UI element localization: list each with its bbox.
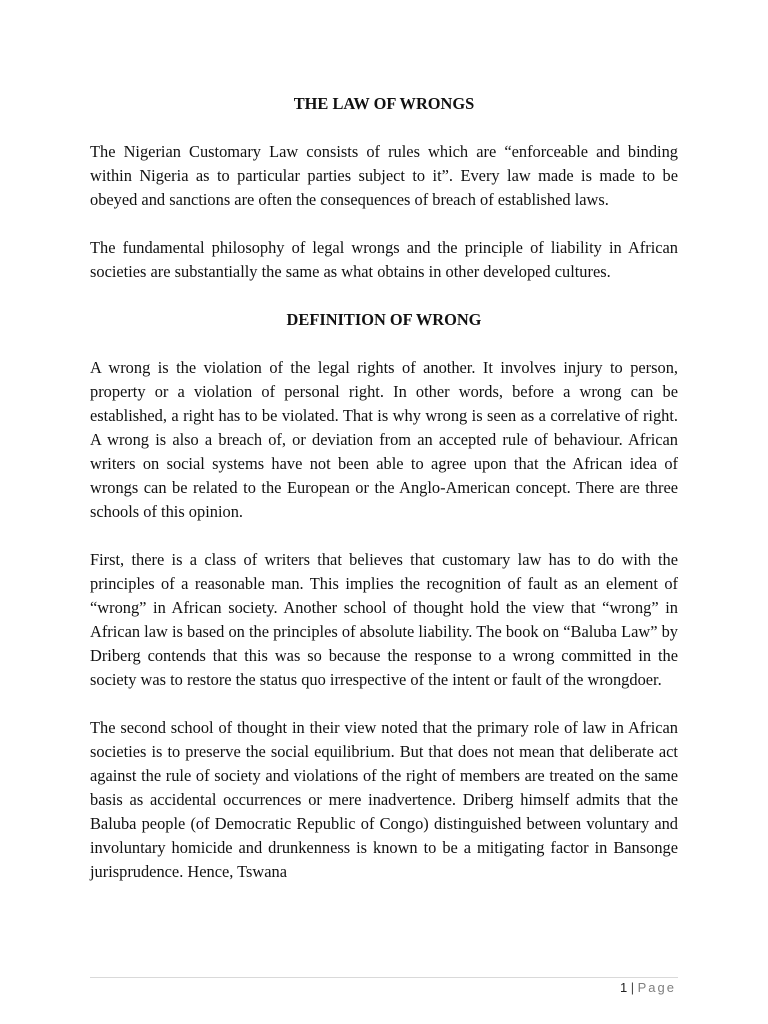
page-footer	[620, 980, 676, 995]
section-heading: DEFINITION OF WRONG	[286, 310, 482, 329]
section-paragraph-3: The second school of thought in their view noted that the primary role of law in African societies is to preserve the social equilibrium. But that does not mean that deliberate act against the rule of society and violations of the right of members are treated on the same basis as accidental occurrences or mere inadvertence. Driberg himself admits that the Baluba people (of Democratic Republic of Congo) distinguished between voluntary and involuntary homicide and drunkenness is known to be a mitigating factor in Bansonge jurisprudence. Hence, Tswana	[90, 718, 678, 881]
page-number: 1	[620, 980, 628, 995]
document-title: THE LAW OF WRONGS	[293, 94, 475, 113]
footer-separator: |	[630, 980, 635, 995]
section-paragraph-1: A wrong is the violation of the legal rights of another. It involves injury to person, property or a violation of personal right. In other words, before a wrong can be established, a right has to be violated. That is why wrong is seen as a correlative of right. A wrong is also a breach of, or deviation from an accepted rule of behaviour. African writers on social systems have not been able to agree upon that the African idea of wrongs can be related to the European or the Anglo-American concept. There are three schools of this opinion.	[90, 358, 678, 521]
page-label: Page	[637, 980, 676, 995]
footer-divider	[90, 977, 678, 978]
intro-paragraph-1: The Nigerian Customary Law consists of rules which are “enforceable and binding within Nigeria as to particular parties subject to it”. Every law made is made to be obeyed and sanctions are often the consequences of breach of established laws.	[90, 142, 678, 209]
intro-paragraph-2: The fundamental philosophy of legal wrongs and the principle of liability in African societies are substantially the same as what obtains in other developed cultures.	[90, 238, 678, 281]
section-paragraph-2: First, there is a class of writers that believes that customary law has to do with the principles of a reasonable man. This implies the recognition of fault as an element of “wrong” in African society. Another school of thought hold the view that “wrong” in African law is based on the principles of absolute liability. The book on “Baluba Law” by Driberg contends that this was so because the response to a wrong committed in the society was to restore the status quo irrespective of the intent or fault of the wrongdoer.	[90, 550, 678, 689]
document-body	[90, 92, 678, 884]
